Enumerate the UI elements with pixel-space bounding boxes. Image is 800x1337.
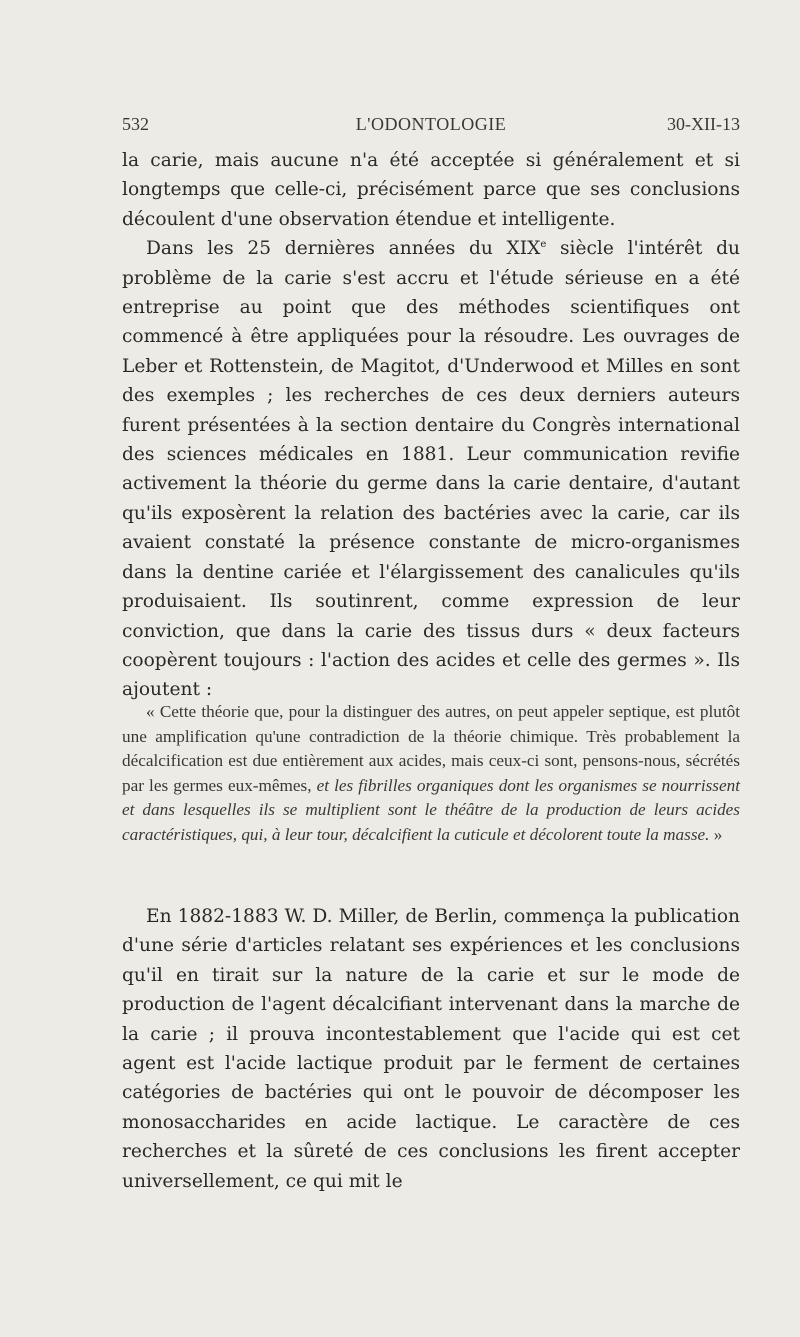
page-number: 532 [122,114,149,134]
paragraph-3: En 1882-1883 W. D. Miller, de Berlin, commença la publication d'une série d'articles relatant ses expériences et les conclusions qu'il en tirait sur la nature de la carie et sur le mode de production de l'agent décalcifiant intervenant dans la marche de la carie ; il prouva incontestablement que l'acide qui est cet agent est l'acide lactique produit par le ferment de certaines catégories de bactéries qui ont le pouvoir de décomposer les monosaccharides en acide lactique. Le caractère de ces recherches et la sûreté de ces conclusions les firent accepter universellement, ce qui mit le [122,906,740,1192]
quote-italic-text: et les fibrilles organiques dont les organismes se nourrissent et dans lesquelles ils se multiplient sont le théâtre de la production de leurs acides caractéristiques, qui, à leur tour, décalcifient la cuticule et décolorent toute la masse. [122,775,740,844]
quote-regular-text: « Cette théorie que, pour la distinguer des autres, on peut appeler septique, est plutôt une amplification qu'une contradiction de la théorie chimique. Très probablement la décalcification est due entièrement aux acides, mais ceux-ci sont, pensons-nous, sécrétés par les germes eux-mêmes, [122,702,740,795]
running-header [122,114,740,140]
paragraph-2-rest: siècle l'intérêt du problème de la carie s'est accru et l'étude sérieuse en a été entreprise au point que des méthodes scientifiques ont commencé à être appliquées pour la résoudre. Les ouvrages de Leber et Rottenstein, de Magitot, d'Underwood et Milles en sont des exemples ; les recherches de ces deux derniers auteurs furent présentées à la section dentaire du Congrès international des sciences médicales en 1881. Leur communication revifie activement la théorie du germe dans la carie dentaire, d'autant qu'ils exposèrent la relation des bactéries avec la carie, car ils avaient constaté la présence constante de micro-organismes dans la dentine cariée et l'élargissement des canalicules qu'ils produisaient. Ils soutinrent, comme expression de leur conviction, que dans la carie des tissus durs « deux facteurs coopèrent toujours : l'action des acides et celle des germes ». Ils ajoutent : [122,238,740,701]
body-text-bottom [122,902,740,1196]
paragraph-2-start: Dans les 25 dernières années du XIX [146,238,541,260]
quote-paragraph [122,700,740,848]
journal-title: L'ODONTOLOGIE [355,114,507,134]
issue-date: 30-XII-13 [667,114,740,134]
superscript: e [540,239,547,251]
paragraph-2 [122,234,740,705]
paragraph-1: la carie, mais aucune n'a été acceptée si généralement et si longtemps que celle-ci, précisément parce que ses conclusions découlent d'une observation étendue et intelligente. [122,150,740,230]
quote-closing: » [709,824,723,844]
body-text-top [122,146,740,705]
block-quote [122,700,740,848]
